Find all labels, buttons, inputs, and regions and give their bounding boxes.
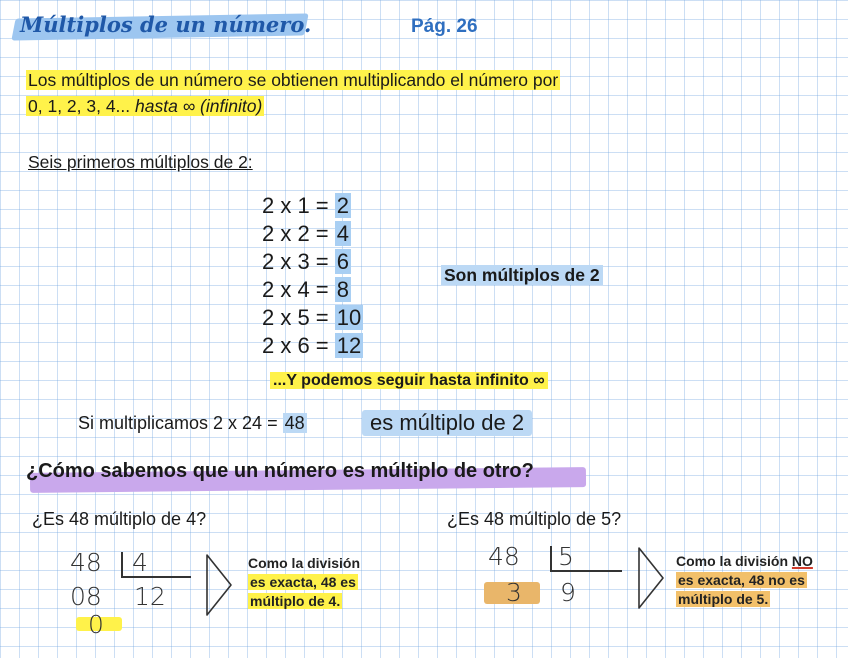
- multiplication-expr: 2 x 6 =: [262, 333, 335, 358]
- multiplication-result: 2: [336, 193, 350, 218]
- six-multiples-title: Seis primeros múltiplos de 2:: [28, 152, 253, 172]
- division-right-dividend: 48: [488, 542, 520, 571]
- division-quotient: 12: [134, 582, 166, 611]
- division-note-left-line-1: Como la división: [248, 555, 361, 571]
- division-note-left-line-2-text: es exacta, 48 es: [250, 574, 356, 590]
- division-remainder: 0: [88, 610, 104, 639]
- division-note-left: [248, 554, 360, 611]
- multiples-side-note-text: Son múltiplos de 2: [441, 265, 603, 285]
- division-note-right-line-2: [676, 571, 813, 590]
- division-right-bracket-vertical: [550, 546, 552, 572]
- division-note-left-line-3: [248, 592, 360, 611]
- multiplication-expr: 2 x 4 =: [262, 277, 335, 302]
- multiplication-expr: 2 x 3 =: [262, 249, 335, 274]
- division-divisor: 4: [132, 548, 148, 577]
- division-note-right-line-1: [676, 552, 813, 571]
- division-bracket-vertical: [121, 552, 123, 578]
- division-note-right-line-3: [676, 590, 813, 609]
- multiplication-row: [262, 248, 363, 276]
- multiplication-result: 8: [336, 277, 350, 302]
- division-note-right-line-3-text: múltiplo de 5.: [678, 591, 769, 607]
- multiplication-expr: 2 x 2 =: [262, 221, 335, 246]
- intro-line-1-text: Los múltiplos de un número se obtienen multiplicando el número por: [28, 70, 559, 90]
- intro-line-2-infinity: hasta ∞ (infinito): [135, 96, 263, 116]
- page-reference: Pág. 26: [411, 16, 478, 37]
- intro-line-2: [26, 96, 264, 117]
- chevron-right-icon: [204, 553, 234, 617]
- multiplication-row: [262, 304, 363, 332]
- chevron-right-icon: [636, 546, 666, 610]
- page-title: Múltiplos de un número.: [20, 12, 312, 37]
- page-title-block: [14, 6, 312, 44]
- question-right: ¿Es 48 múltiplo de 5?: [447, 509, 622, 529]
- division-note-left-line-2: [248, 573, 360, 592]
- division-dividend: 48: [70, 548, 102, 577]
- multiplication-result: 10: [336, 305, 362, 330]
- example-expr: Si multiplicamos 2 x 24 =: [78, 413, 283, 433]
- question-heading-block: [26, 460, 534, 483]
- multiplication-row: [262, 332, 363, 360]
- multiplication-expr: 2 x 5 =: [262, 305, 335, 330]
- division-right-divisor: 5: [558, 542, 574, 571]
- division-right-remainder: 3: [506, 578, 522, 607]
- question-left: ¿Es 48 múltiplo de 4?: [32, 509, 207, 529]
- division-note-right-line-1-text: Como la división: [676, 553, 792, 569]
- division-step: 08: [70, 582, 102, 611]
- multiplication-row: [262, 276, 363, 304]
- intro-line-1: [26, 70, 560, 91]
- division-note-right-no: NO: [791, 553, 813, 569]
- continue-note-text: ...Y podemos seguir hasta infinito ∞: [270, 372, 548, 389]
- example-conclusion: es múltiplo de 2: [362, 410, 532, 436]
- question-heading: ¿Cómo sabemos que un número es múltiplo de otro?: [26, 460, 534, 482]
- multiplication-result: 6: [336, 249, 350, 274]
- multiplication-result: 4: [336, 221, 350, 246]
- division-right-quotient: 9: [560, 578, 576, 607]
- intro-line-2-highlight: [26, 96, 264, 116]
- multiplication-row: [262, 220, 363, 248]
- example-line: [78, 413, 307, 434]
- continue-note: [270, 372, 548, 390]
- division-note-right-line-2-text: es exacta, 48 no es: [678, 572, 805, 588]
- multiplication-expr: 2 x 1 =: [262, 193, 335, 218]
- intro-line-2-numbers: 0, 1, 2, 3, 4...: [28, 96, 136, 116]
- multiplication-list: [262, 192, 363, 360]
- division-note-right: [676, 552, 813, 609]
- division-note-left-line-3-text: múltiplo de 4.: [250, 593, 341, 609]
- example-result: 48: [284, 413, 305, 433]
- multiples-side-note: [441, 265, 603, 286]
- multiplication-result: 12: [336, 333, 362, 358]
- multiplication-row: [262, 192, 363, 220]
